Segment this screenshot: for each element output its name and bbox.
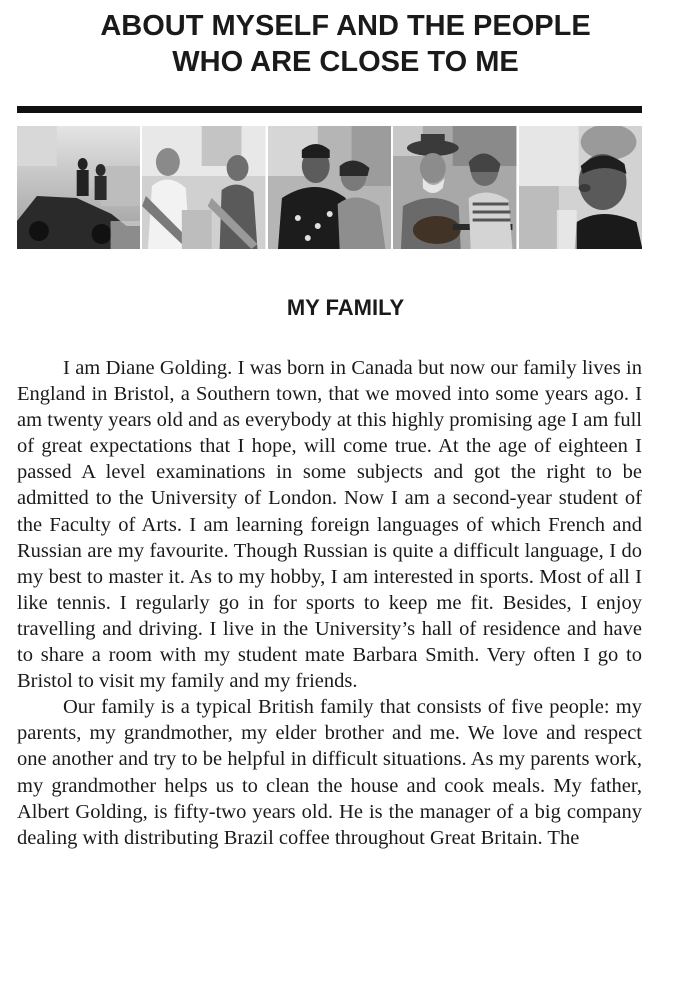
article-body bbox=[17, 355, 642, 851]
paragraph-1: I am Diane Golding. I was born in Canada but now our family lives in England in Bristol, a Southern town, that we moved into some years ago. I am twenty years old and as everybody at this highly promising age I am full of great expectations that I hope, will come true. At the age of eighteen I passed A level examinations in some subjects and got the right to be admitted to the University of London. Now I am a second-year student of the Faculty of Arts. I am learning foreign languages of which French and Russian are my favourite. Though Russian is quite a difficult language, I do my best to master it. As to my hobby, I am interested in sports. Most of all I like tennis. I regularly go in for sports to keep me fit. Besides, I enjoy travelling and driving. I live in the University’s hall of residence and have to share a room with my student mate Barbara Smith. Very often I go to Bristol to visit my family and my friends. bbox=[17, 357, 642, 693]
title-divider bbox=[17, 106, 642, 113]
section-heading: MY FAMILY bbox=[286, 295, 405, 320]
paragraph-2: Our family is a typical British family that consists of five people: my parents, my grandmother, my elder brother and me. We love and respect one another and try to be helpful in difficult situations. As my parents work, my grandmother helps us to clean the house and cook meals. My father, Albert Golding, is fifty-two years old. He is the manager of a big company dealing with distributing Brazil coffee throughout Great Britain. The bbox=[17, 696, 642, 849]
page-title-line-1: ABOUT MYSELF AND THE PEOPLE bbox=[100, 10, 591, 42]
page-title bbox=[0, 8, 691, 80]
jeep-silhouette-photo bbox=[17, 126, 140, 249]
page-title-line-2: WHO ARE CLOSE TO ME bbox=[172, 46, 519, 78]
child-photo bbox=[519, 126, 642, 249]
beach-chairs-photo bbox=[142, 126, 265, 249]
photo-strip bbox=[17, 126, 642, 249]
guitar-family-photo bbox=[393, 126, 516, 249]
couple-photo bbox=[268, 126, 391, 249]
